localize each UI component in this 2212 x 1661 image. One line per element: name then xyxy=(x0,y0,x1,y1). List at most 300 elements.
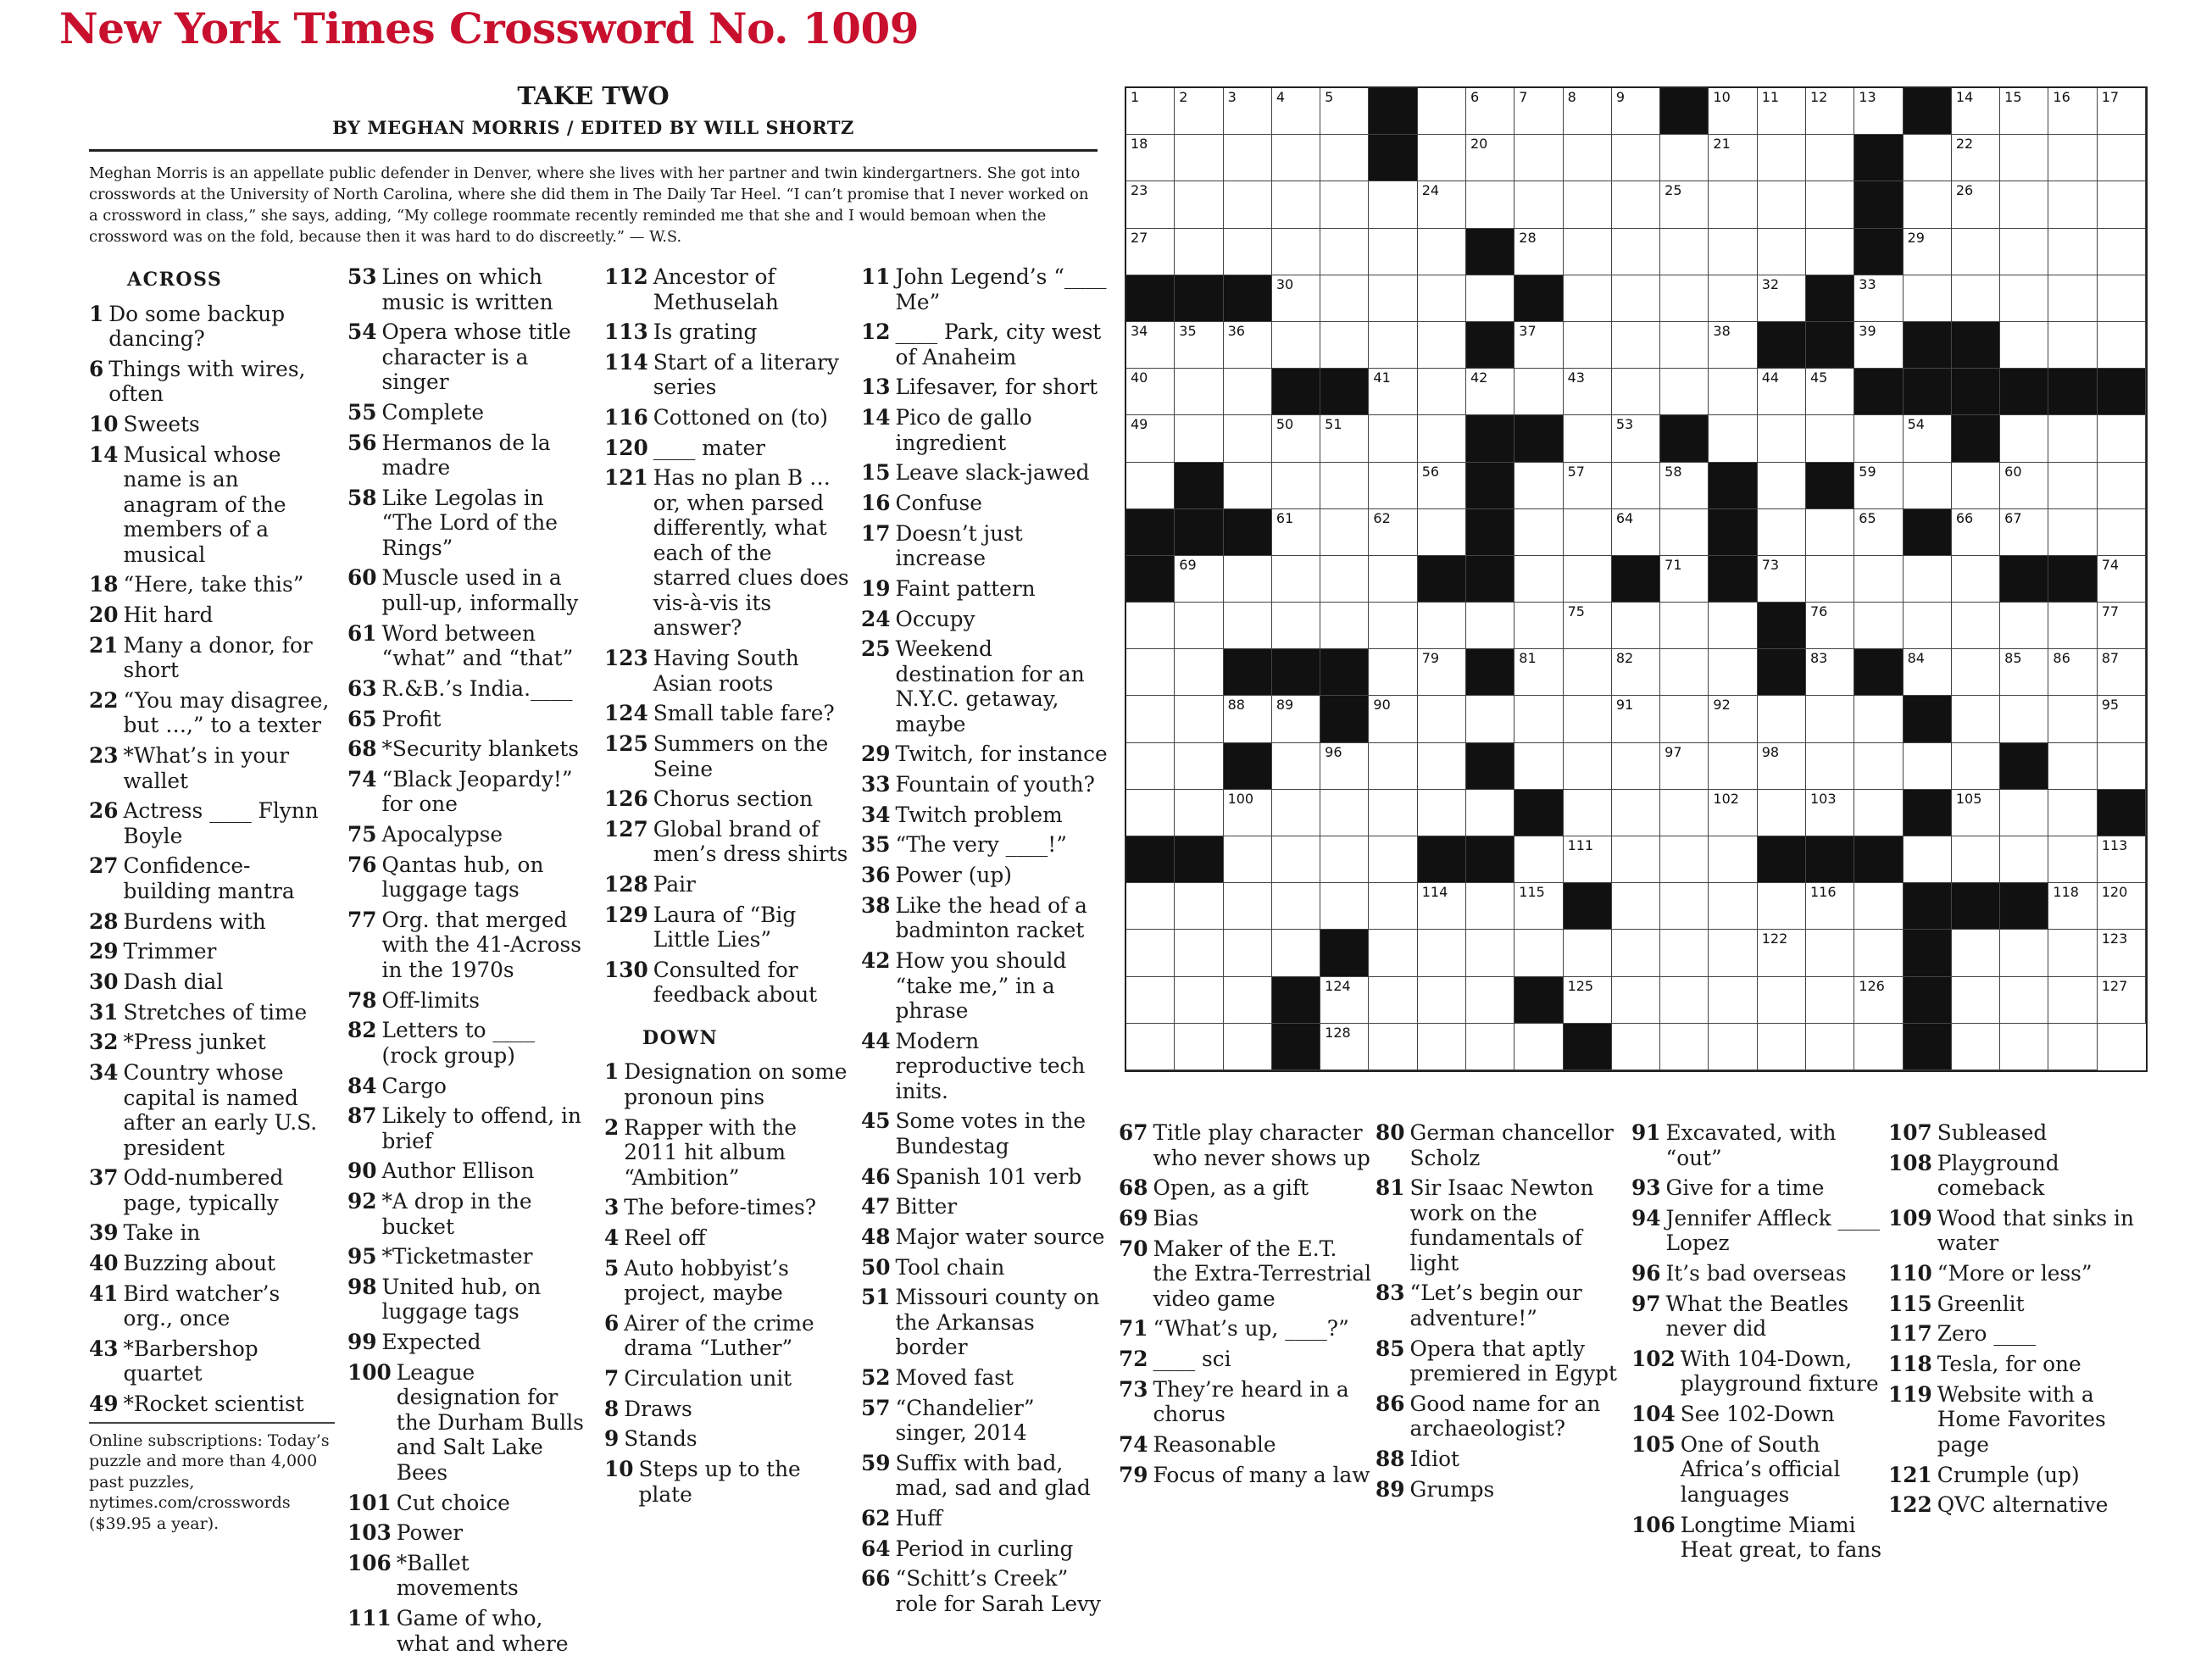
down-clue[interactable] xyxy=(1376,1280,1630,1330)
grid-cell[interactable] xyxy=(1126,883,1175,930)
down-clue[interactable] xyxy=(861,1396,1111,1446)
grid-cell[interactable] xyxy=(1175,603,1223,649)
across-clue[interactable] xyxy=(89,1165,335,1215)
grid-cell[interactable] xyxy=(1369,977,1417,1024)
grid-cell[interactable] xyxy=(1806,88,1854,135)
grid-cell[interactable] xyxy=(2098,415,2146,462)
grid-cell[interactable] xyxy=(2098,836,2146,883)
across-clue[interactable] xyxy=(89,1392,335,1417)
grid-cell[interactable] xyxy=(1320,135,1369,181)
grid-cell[interactable] xyxy=(2098,556,2146,603)
across-clue[interactable] xyxy=(604,958,850,1008)
grid-cell[interactable] xyxy=(1660,743,1709,790)
across-clue[interactable] xyxy=(347,988,595,1014)
down-clue[interactable] xyxy=(861,1194,1111,1219)
grid-cell[interactable] xyxy=(1952,649,2000,696)
across-clue[interactable] xyxy=(89,1251,335,1276)
down-clue[interactable] xyxy=(861,1164,1111,1190)
down-clue[interactable] xyxy=(604,1115,850,1191)
grid-cell[interactable] xyxy=(1418,509,1466,556)
grid-cell[interactable] xyxy=(1320,88,1369,135)
grid-cell[interactable] xyxy=(1854,743,1903,790)
down-clue[interactable] xyxy=(861,742,1111,767)
grid-cell[interactable] xyxy=(1758,977,1806,1024)
grid-cell[interactable] xyxy=(1466,135,1514,181)
grid-cell[interactable] xyxy=(1418,322,1466,369)
grid-cell[interactable] xyxy=(2000,415,2048,462)
grid-cell[interactable] xyxy=(1514,463,1563,509)
down-clue[interactable] xyxy=(1888,1463,2143,1488)
across-clue[interactable] xyxy=(89,939,335,964)
across-clue[interactable] xyxy=(89,1030,335,1055)
grid-cell[interactable] xyxy=(1126,463,1175,509)
across-clue[interactable] xyxy=(604,319,850,345)
grid-cell[interactable] xyxy=(1854,883,1903,930)
grid-cell[interactable] xyxy=(1709,649,1757,696)
grid-cell[interactable] xyxy=(1514,322,1563,369)
grid-cell[interactable] xyxy=(1709,883,1757,930)
across-clue[interactable] xyxy=(347,1103,595,1153)
across-clue[interactable] xyxy=(604,646,850,696)
grid-cell[interactable] xyxy=(1612,649,1660,696)
across-clue[interactable] xyxy=(604,405,850,431)
grid-cell[interactable] xyxy=(1466,275,1514,322)
grid-cell[interactable] xyxy=(1660,836,1709,883)
grid-cell[interactable] xyxy=(1466,930,1514,976)
grid-cell[interactable] xyxy=(1952,275,2000,322)
down-clue[interactable] xyxy=(1119,1347,1373,1372)
grid-cell[interactable] xyxy=(1175,883,1223,930)
grid-cell[interactable] xyxy=(1854,322,1903,369)
grid-cell[interactable] xyxy=(1514,883,1563,930)
grid-cell[interactable] xyxy=(1758,556,1806,603)
grid-cell[interactable] xyxy=(1806,181,1854,228)
grid-cell[interactable] xyxy=(2000,696,2048,742)
down-clue[interactable] xyxy=(861,521,1111,571)
grid-cell[interactable] xyxy=(1418,649,1466,696)
across-clue[interactable] xyxy=(89,1336,335,1386)
across-clue[interactable] xyxy=(347,264,595,314)
across-clue[interactable] xyxy=(347,736,595,762)
grid-cell[interactable] xyxy=(2048,790,2097,836)
across-clue[interactable] xyxy=(604,436,850,461)
grid-cell[interactable] xyxy=(1514,135,1563,181)
grid-cell[interactable] xyxy=(1126,322,1175,369)
across-clue[interactable] xyxy=(347,1330,595,1355)
grid-cell[interactable] xyxy=(1514,743,1563,790)
grid-cell[interactable] xyxy=(1612,135,1660,181)
grid-cell[interactable] xyxy=(2048,229,2097,275)
grid-cell[interactable] xyxy=(1758,135,1806,181)
across-clue[interactable] xyxy=(347,1244,595,1269)
across-clue[interactable] xyxy=(604,817,850,867)
down-clue[interactable] xyxy=(861,460,1111,486)
grid-cell[interactable] xyxy=(1564,649,1612,696)
grid-cell[interactable] xyxy=(1126,696,1175,742)
down-clue[interactable] xyxy=(1119,1316,1373,1342)
grid-cell[interactable] xyxy=(1320,229,1369,275)
grid-cell[interactable] xyxy=(1660,369,1709,415)
grid-cell[interactable] xyxy=(1514,603,1563,649)
grid-cell[interactable] xyxy=(1320,836,1369,883)
grid-cell[interactable] xyxy=(1904,275,1952,322)
grid-cell[interactable] xyxy=(1612,930,1660,976)
grid-cell[interactable] xyxy=(2098,930,2146,976)
grid-cell[interactable] xyxy=(1904,743,1952,790)
down-clue[interactable] xyxy=(1888,1151,2143,1201)
down-clue[interactable] xyxy=(604,1366,850,1392)
grid-cell[interactable] xyxy=(1320,275,1369,322)
grid-cell[interactable] xyxy=(1758,790,1806,836)
grid-cell[interactable] xyxy=(1272,229,1320,275)
grid-cell[interactable] xyxy=(1564,743,1612,790)
grid-cell[interactable] xyxy=(1320,603,1369,649)
grid-cell[interactable] xyxy=(1904,463,1952,509)
grid-cell[interactable] xyxy=(2048,181,2097,228)
down-clue[interactable] xyxy=(604,1397,850,1422)
grid-cell[interactable] xyxy=(1904,229,1952,275)
grid-cell[interactable] xyxy=(1272,135,1320,181)
grid-cell[interactable] xyxy=(1564,790,1612,836)
grid-cell[interactable] xyxy=(1126,415,1175,462)
grid-cell[interactable] xyxy=(1418,930,1466,976)
grid-cell[interactable] xyxy=(1758,743,1806,790)
grid-cell[interactable] xyxy=(1224,696,1272,742)
grid-cell[interactable] xyxy=(2098,463,2146,509)
down-clue[interactable] xyxy=(604,1457,850,1507)
grid-cell[interactable] xyxy=(2000,275,2048,322)
grid-cell[interactable] xyxy=(1952,603,2000,649)
grid-cell[interactable] xyxy=(1854,509,1903,556)
grid-cell[interactable] xyxy=(1806,883,1854,930)
grid-cell[interactable] xyxy=(1175,229,1223,275)
down-clue[interactable] xyxy=(861,772,1111,797)
down-clue[interactable] xyxy=(1119,1175,1373,1201)
grid-cell[interactable] xyxy=(2000,463,2048,509)
grid-cell[interactable] xyxy=(1758,88,1806,135)
grid-cell[interactable] xyxy=(1952,135,2000,181)
across-clue[interactable] xyxy=(347,1520,595,1546)
grid-cell[interactable] xyxy=(2000,930,2048,976)
grid-cell[interactable] xyxy=(1224,556,1272,603)
across-clue[interactable] xyxy=(347,1074,595,1099)
grid-cell[interactable] xyxy=(1126,603,1175,649)
grid-cell[interactable] xyxy=(1272,181,1320,228)
grid-cell[interactable] xyxy=(1175,181,1223,228)
grid-cell[interactable] xyxy=(1369,836,1417,883)
down-clue[interactable] xyxy=(1631,1120,1886,1170)
grid-cell[interactable] xyxy=(1904,135,1952,181)
grid-cell[interactable] xyxy=(1272,603,1320,649)
grid-cell[interactable] xyxy=(1320,463,1369,509)
across-clue[interactable] xyxy=(89,909,335,935)
grid-cell[interactable] xyxy=(1854,463,1903,509)
grid-cell[interactable] xyxy=(2048,603,2097,649)
across-clue[interactable] xyxy=(604,701,850,726)
grid-cell[interactable] xyxy=(1709,977,1757,1024)
grid-cell[interactable] xyxy=(1175,556,1223,603)
grid-cell[interactable] xyxy=(1709,229,1757,275)
grid-cell[interactable] xyxy=(1806,415,1854,462)
grid-cell[interactable] xyxy=(1126,135,1175,181)
grid-cell[interactable] xyxy=(1272,463,1320,509)
grid-cell[interactable] xyxy=(1854,275,1903,322)
grid-cell[interactable] xyxy=(1854,696,1903,742)
grid-cell[interactable] xyxy=(1660,649,1709,696)
grid-cell[interactable] xyxy=(1126,369,1175,415)
across-clue[interactable] xyxy=(604,786,850,812)
down-clue[interactable] xyxy=(604,1256,850,1306)
grid-cell[interactable] xyxy=(1466,883,1514,930)
grid-cell[interactable] xyxy=(1175,369,1223,415)
down-clue[interactable] xyxy=(861,375,1111,400)
grid-cell[interactable] xyxy=(1369,930,1417,976)
down-clue[interactable] xyxy=(861,491,1111,516)
down-clue[interactable] xyxy=(861,1451,1111,1501)
grid-cell[interactable] xyxy=(1466,88,1514,135)
grid-cell[interactable] xyxy=(2048,977,2097,1024)
grid-cell[interactable] xyxy=(1224,88,1272,135)
grid-cell[interactable] xyxy=(1126,181,1175,228)
grid-cell[interactable] xyxy=(1564,181,1612,228)
grid-cell[interactable] xyxy=(1564,836,1612,883)
grid-cell[interactable] xyxy=(1952,930,2000,976)
grid-cell[interactable] xyxy=(1514,836,1563,883)
down-clue[interactable] xyxy=(1888,1261,2143,1286)
grid-cell[interactable] xyxy=(1418,977,1466,1024)
grid-cell[interactable] xyxy=(1564,415,1612,462)
grid-cell[interactable] xyxy=(1320,743,1369,790)
across-clue[interactable] xyxy=(89,442,335,568)
grid-cell[interactable] xyxy=(1952,743,2000,790)
grid-cell[interactable] xyxy=(1660,1024,1709,1070)
down-clue[interactable] xyxy=(1631,1261,1886,1286)
grid-cell[interactable] xyxy=(1660,977,1709,1024)
grid-cell[interactable] xyxy=(1175,696,1223,742)
grid-cell[interactable] xyxy=(1564,603,1612,649)
across-clue[interactable] xyxy=(89,853,335,903)
grid-cell[interactable] xyxy=(1369,509,1417,556)
down-clue[interactable] xyxy=(1376,1336,1630,1386)
grid-cell[interactable] xyxy=(1514,369,1563,415)
grid-cell[interactable] xyxy=(2048,463,2097,509)
down-clue[interactable] xyxy=(1119,1206,1373,1231)
grid-cell[interactable] xyxy=(1709,181,1757,228)
grid-cell[interactable] xyxy=(1806,977,1854,1024)
grid-cell[interactable] xyxy=(1126,977,1175,1024)
grid-cell[interactable] xyxy=(1418,463,1466,509)
grid-cell[interactable] xyxy=(1272,509,1320,556)
down-clue[interactable] xyxy=(604,1195,850,1220)
grid-cell[interactable] xyxy=(1466,1024,1514,1070)
grid-cell[interactable] xyxy=(1806,229,1854,275)
grid-cell[interactable] xyxy=(2098,322,2146,369)
across-clue[interactable] xyxy=(89,1060,335,1160)
across-clue[interactable] xyxy=(89,603,335,628)
grid-cell[interactable] xyxy=(1320,322,1369,369)
grid-cell[interactable] xyxy=(1175,930,1223,976)
down-clue[interactable] xyxy=(861,832,1111,858)
grid-cell[interactable] xyxy=(1514,88,1563,135)
grid-cell[interactable] xyxy=(1660,556,1709,603)
grid-cell[interactable] xyxy=(2098,509,2146,556)
grid-cell[interactable] xyxy=(1224,415,1272,462)
grid-cell[interactable] xyxy=(1466,977,1514,1024)
grid-cell[interactable] xyxy=(1369,883,1417,930)
grid-cell[interactable] xyxy=(1418,603,1466,649)
across-clue[interactable] xyxy=(604,903,850,953)
grid-cell[interactable] xyxy=(1952,836,2000,883)
across-clue[interactable] xyxy=(89,969,335,995)
grid-cell[interactable] xyxy=(1709,603,1757,649)
grid-cell[interactable] xyxy=(2048,509,2097,556)
grid-cell[interactable] xyxy=(1272,88,1320,135)
grid-cell[interactable] xyxy=(2000,603,2048,649)
grid-cell[interactable] xyxy=(1758,463,1806,509)
across-clue[interactable] xyxy=(604,350,850,400)
grid-cell[interactable] xyxy=(1514,556,1563,603)
grid-cell[interactable] xyxy=(2000,322,2048,369)
grid-cell[interactable] xyxy=(1224,135,1272,181)
down-clue[interactable] xyxy=(1888,1321,2143,1347)
grid-cell[interactable] xyxy=(1369,275,1417,322)
grid-cell[interactable] xyxy=(1418,181,1466,228)
grid-cell[interactable] xyxy=(1418,369,1466,415)
grid-cell[interactable] xyxy=(1612,836,1660,883)
grid-cell[interactable] xyxy=(1564,696,1612,742)
grid-cell[interactable] xyxy=(1660,322,1709,369)
grid-cell[interactable] xyxy=(1612,322,1660,369)
down-clue[interactable] xyxy=(861,1566,1111,1616)
grid-cell[interactable] xyxy=(1904,181,1952,228)
grid-cell[interactable] xyxy=(1320,415,1369,462)
across-clue[interactable] xyxy=(89,688,335,738)
grid-cell[interactable] xyxy=(1224,322,1272,369)
grid-cell[interactable] xyxy=(1320,556,1369,603)
grid-cell[interactable] xyxy=(1854,930,1903,976)
down-clue[interactable] xyxy=(1376,1175,1630,1275)
grid-cell[interactable] xyxy=(1564,322,1612,369)
grid-cell[interactable] xyxy=(1758,369,1806,415)
down-clue[interactable] xyxy=(861,576,1111,602)
grid-cell[interactable] xyxy=(1612,369,1660,415)
down-clue[interactable] xyxy=(1888,1120,2143,1146)
across-clue[interactable] xyxy=(89,572,335,597)
grid-cell[interactable] xyxy=(1854,88,1903,135)
grid-cell[interactable] xyxy=(1952,229,2000,275)
grid-cell[interactable] xyxy=(1466,696,1514,742)
grid-cell[interactable] xyxy=(1660,463,1709,509)
grid-cell[interactable] xyxy=(1175,743,1223,790)
grid-cell[interactable] xyxy=(1709,415,1757,462)
grid-cell[interactable] xyxy=(2000,649,2048,696)
grid-cell[interactable] xyxy=(1612,1024,1660,1070)
grid-cell[interactable] xyxy=(1564,930,1612,976)
grid-cell[interactable] xyxy=(1904,556,1952,603)
down-clue[interactable] xyxy=(1376,1392,1630,1442)
down-clue[interactable] xyxy=(1888,1492,2143,1518)
grid-cell[interactable] xyxy=(1418,275,1466,322)
grid-cell[interactable] xyxy=(2098,275,2146,322)
across-clue[interactable] xyxy=(347,431,595,481)
grid-cell[interactable] xyxy=(2048,275,2097,322)
down-clue[interactable] xyxy=(1631,1292,1886,1342)
grid-cell[interactable] xyxy=(1369,369,1417,415)
grid-cell[interactable] xyxy=(1369,743,1417,790)
grid-cell[interactable] xyxy=(1564,135,1612,181)
grid-cell[interactable] xyxy=(1514,696,1563,742)
crossword-grid[interactable] xyxy=(1125,86,2148,1072)
grid-cell[interactable] xyxy=(1854,556,1903,603)
grid-cell[interactable] xyxy=(1709,369,1757,415)
across-clue[interactable] xyxy=(347,908,595,983)
grid-cell[interactable] xyxy=(1320,790,1369,836)
across-clue[interactable] xyxy=(347,400,595,425)
grid-cell[interactable] xyxy=(1272,930,1320,976)
grid-cell[interactable] xyxy=(1369,181,1417,228)
down-clue[interactable] xyxy=(1631,1402,1886,1427)
grid-cell[interactable] xyxy=(1369,790,1417,836)
grid-cell[interactable] xyxy=(1806,696,1854,742)
grid-cell[interactable] xyxy=(1806,603,1854,649)
down-clue[interactable] xyxy=(861,319,1111,369)
grid-cell[interactable] xyxy=(1418,135,1466,181)
grid-cell[interactable] xyxy=(1806,1024,1854,1070)
grid-cell[interactable] xyxy=(1758,415,1806,462)
grid-cell[interactable] xyxy=(1126,930,1175,976)
grid-cell[interactable] xyxy=(1854,415,1903,462)
grid-cell[interactable] xyxy=(1175,1024,1223,1070)
grid-cell[interactable] xyxy=(1272,790,1320,836)
grid-cell[interactable] xyxy=(1224,369,1272,415)
grid-cell[interactable] xyxy=(1224,463,1272,509)
down-clue[interactable] xyxy=(861,1365,1111,1391)
across-clue[interactable] xyxy=(347,676,595,702)
grid-cell[interactable] xyxy=(1564,556,1612,603)
grid-cell[interactable] xyxy=(1660,229,1709,275)
grid-cell[interactable] xyxy=(1272,883,1320,930)
grid-cell[interactable] xyxy=(1564,275,1612,322)
grid-cell[interactable] xyxy=(2048,883,2097,930)
grid-cell[interactable] xyxy=(1854,977,1903,1024)
grid-cell[interactable] xyxy=(1514,509,1563,556)
grid-cell[interactable] xyxy=(1320,977,1369,1024)
grid-cell[interactable] xyxy=(1224,603,1272,649)
grid-cell[interactable] xyxy=(1806,790,1854,836)
across-clue[interactable] xyxy=(347,1158,595,1184)
grid-cell[interactable] xyxy=(1514,181,1563,228)
grid-cell[interactable] xyxy=(1952,696,2000,742)
grid-cell[interactable] xyxy=(1854,790,1903,836)
across-clue[interactable] xyxy=(347,1018,595,1068)
grid-cell[interactable] xyxy=(1514,1024,1563,1070)
grid-cell[interactable] xyxy=(1904,603,1952,649)
down-clue[interactable] xyxy=(861,893,1111,943)
grid-cell[interactable] xyxy=(1175,790,1223,836)
grid-cell[interactable] xyxy=(2098,181,2146,228)
grid-cell[interactable] xyxy=(1612,790,1660,836)
grid-cell[interactable] xyxy=(1369,556,1417,603)
across-clue[interactable] xyxy=(347,1551,595,1601)
grid-cell[interactable] xyxy=(2048,930,2097,976)
across-clue[interactable] xyxy=(604,872,850,897)
grid-cell[interactable] xyxy=(1564,977,1612,1024)
grid-cell[interactable] xyxy=(1418,883,1466,930)
down-clue[interactable] xyxy=(861,1225,1111,1250)
grid-cell[interactable] xyxy=(1126,743,1175,790)
grid-cell[interactable] xyxy=(1418,743,1466,790)
across-clue[interactable] xyxy=(347,486,595,561)
